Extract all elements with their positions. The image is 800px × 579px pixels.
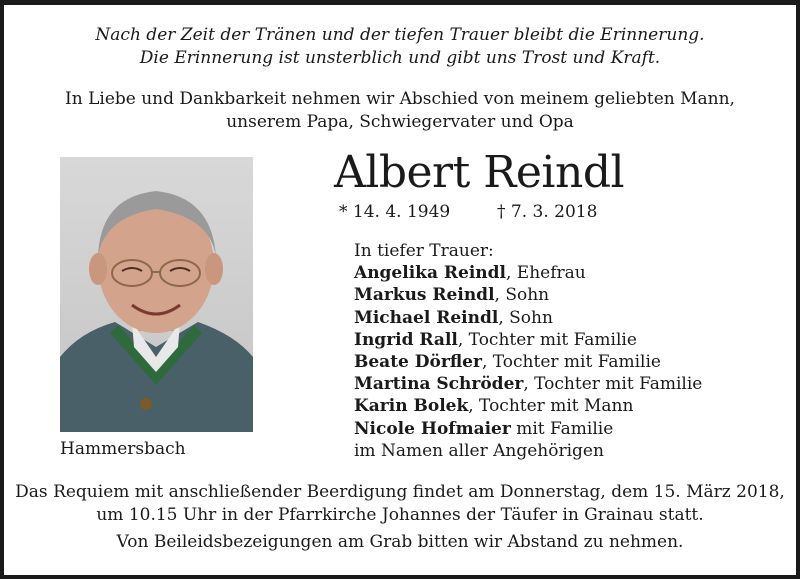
hometown-label: Hammersbach <box>60 439 186 459</box>
mourner-relation: mit Familie <box>510 418 614 439</box>
mourner-name: Michael Reindl <box>354 307 499 328</box>
mourner-entry <box>354 351 702 373</box>
mourner-name: Martina Schröder <box>354 374 524 395</box>
mourner-relation: , Tochter mit Familie <box>481 352 661 373</box>
mourner-name: Markus Reindl <box>354 285 495 306</box>
mourner-relation: , Ehefrau <box>506 263 586 284</box>
mourners-list <box>354 240 702 462</box>
mourners-heading: In tiefer Trauer: <box>354 241 494 261</box>
mourner-entry <box>354 329 702 351</box>
condolence-note: Von Beileidsbezeigungen am Grab bitten wir Abstand zu nehmen. <box>116 532 684 552</box>
quote-line-2: Die Erinnerung ist unsterblich und gibt uns Trost und Kraft. <box>139 48 661 68</box>
mourner-entry <box>354 262 702 284</box>
deceased-name: Albert Reindl <box>334 147 625 198</box>
intro-text <box>0 88 800 134</box>
mourner-name: Karin Bolek <box>354 396 469 417</box>
mourner-relation: , Sohn <box>494 285 550 306</box>
quote-line-1: Nach der Zeit der Tränen und der tiefen Trauer bleibt die Erinnerung. <box>95 25 705 45</box>
mourner-entry <box>354 373 702 395</box>
mourner-entry <box>354 395 702 417</box>
death-date: † 7. 3. 2018 <box>497 202 598 222</box>
mourner-name: Ingrid Rall <box>354 329 458 350</box>
mourner-entry <box>354 284 702 306</box>
portrait-illustration <box>60 157 253 432</box>
requiem-line-2: um 10.15 Uhr in der Pfarrkirche Johannes der Täufer in Grainau statt. <box>96 505 704 525</box>
intro-line-1: In Liebe und Dankbarkeit nehmen wir Abschied von meinem geliebten Mann, <box>65 89 735 109</box>
requiem-line-1: Das Requiem mit anschließender Beerdigung findet am Donnerstag, dem 15. März 2018, <box>15 482 785 502</box>
mourner-name: Angelika Reindl <box>354 263 506 284</box>
birth-date: * 14. 4. 1949 <box>339 202 451 222</box>
mourner-relation: , Tochter mit Familie <box>457 329 637 350</box>
mourner-relation: , Tochter mit Mann <box>468 396 634 417</box>
mourner-entry <box>354 307 702 329</box>
intro-line-2: unserem Papa, Schwiegervater und Opa <box>226 112 574 132</box>
mourner-name: Nicole Hofmaier <box>354 418 511 439</box>
mourner-name: Beate Dörfler <box>354 352 482 373</box>
mourners-closing: im Namen aller Angehörigen <box>354 440 604 461</box>
memorial-quote <box>0 24 800 70</box>
requiem-info <box>0 481 800 527</box>
mourner-relation: , Tochter mit Familie <box>523 374 703 395</box>
mourner-relation: , Sohn <box>498 307 553 328</box>
portrait-photo <box>60 157 253 432</box>
mourner-entry <box>354 418 702 440</box>
